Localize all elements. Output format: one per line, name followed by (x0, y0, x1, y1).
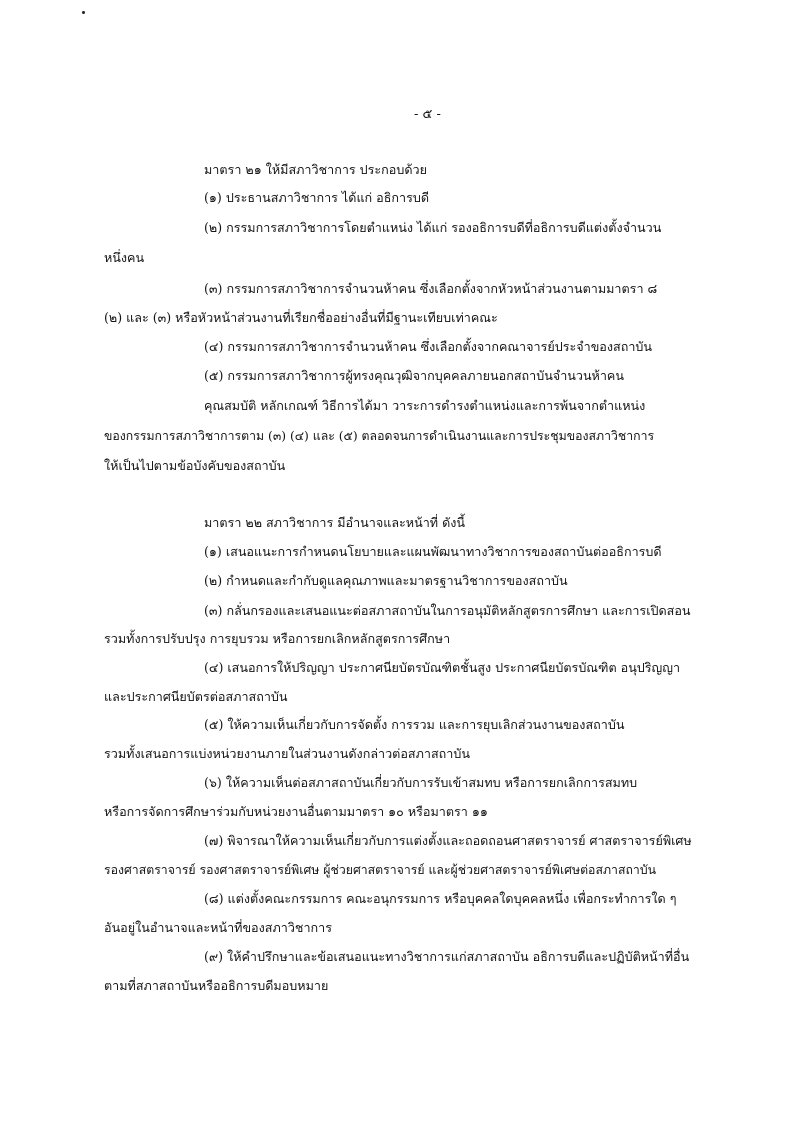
section-22-line: และประกาศนียบัตรต่อสภาสถาบัน (104, 689, 288, 704)
section-22-line: รวมทั้งการปรับปรุง การยุบรวม หรือการยกเลิกหลักสูตรการศึกษา (104, 631, 451, 646)
section-21-line: ให้เป็นไปตามข้อบังคับของสถาบัน (104, 458, 286, 473)
section-22-line: (๘) แต่งตั้งคณะกรรมการ คณะอนุกรรมการ หรือบุคคลใดบุคคลหนึ่ง เพื่อกระทำการใด ๆ (204, 891, 677, 906)
section-22-line: (๒) กำหนดและกำกับดูแลคุณภาพและมาตรฐานวิชาการของสถาบัน (204, 573, 568, 588)
section-22-line: ตามที่สภาสถาบันหรืออธิการบดีมอบหมาย (104, 978, 329, 993)
section-22-line: (๕) ให้ความเห็นเกี่ยวกับการจัดตั้ง การรวม และการยุบเลิกส่วนงานของสถาบัน (204, 717, 625, 732)
section-22-line: (๑) เสนอแนะการกำหนดนโยบายและแผนพัฒนาทางวิชาการของสถาบันต่ออธิการบดี (204, 544, 662, 559)
section-21-heading: มาตรา ๒๑ ให้มีสภาวิชาการ ประกอบด้วย (204, 162, 427, 177)
section-22-heading: มาตรา ๒๒ สภาวิชาการ มีอำนาจและหน้าที่ ดังนี้ (204, 515, 466, 530)
page-number: - ๕ - (414, 107, 441, 122)
section-21-line: คุณสมบัติ หลักเกณฑ์ วิธีการได้มา วาระการดำรงตำแหน่งและการพ้นจากตำแหน่ง (204, 398, 646, 413)
section-22-line: อันอยู่ในอำนาจและหน้าที่ของสภาวิชาการ (104, 920, 332, 935)
section-21-line: (๒) กรรมการสภาวิชาการโดยตำแหน่ง ได้แก่ รองอธิการบดีที่อธิการบดีแต่งตั้งจำนวน (204, 220, 662, 235)
section-21-line: ของกรรมการสภาวิชาการตาม (๓) (๔) และ (๕) ตลอดจนการดำเนินงานและการประชุมของสภาวิชาการ (104, 429, 655, 443)
section-22-line: รวมทั้งเสนอการแบ่งหน่วยงานภายในส่วนงานดังกล่าวต่อสภาสถาบัน (104, 746, 470, 761)
section-22-line: (๔) เสนอการให้ปริญญา ประกาศนียบัตรบัณฑิตชั้นสูง ประกาศนียบัตรบัณฑิต อนุปริญญา (204, 660, 681, 675)
section-22-line: (๗) พิจารณาให้ความเห็นเกี่ยวกับการแต่งตั้งและถอดถอนศาสตราจารย์ ศาสตราจารย์พิเศษ (204, 833, 692, 848)
section-22-line: (๙) ให้คำปรึกษาและข้อเสนอแนะทางวิชาการแก่สภาสถาบัน อธิการบดีและปฏิบัติหน้าที่อื่น (204, 949, 690, 964)
scan-speck (82, 11, 85, 14)
section-21-line: (๑) ประธานสภาวิชาการ ได้แก่ อธิการบดี (204, 190, 430, 205)
section-22-line: รองศาสตราจารย์ รองศาสตราจารย์พิเศษ ผู้ช่วยศาสตราจารย์ และผู้ช่วยศาสตราจารย์พิเศษต่อสภาสถาบัน (104, 863, 657, 877)
section-21-line: (๒) และ (๓) หรือหัวหน้าส่วนงานที่เรียกชื่ออย่างอื่นที่มีฐานะเทียบเท่าคณะ (104, 310, 498, 325)
section-21-line: (๔) กรรมการสภาวิชาการจำนวนห้าคน ซึ่งเลือกตั้งจากคณาจารย์ประจำของสถาบัน (204, 339, 653, 354)
section-22-line: หรือการจัดการศึกษาร่วมกับหน่วยงานอื่นตามมาตรา ๑๐ หรือมาตรา ๑๑ (104, 804, 488, 819)
section-22-line: (๓) กลั่นกรองและเสนอแนะต่อสภาสถาบันในการอนุมัติหลักสูตรการศึกษา และการเปิดสอน (204, 603, 691, 618)
section-21-line: (๕) กรรมการสภาวิชาการผู้ทรงคุณวุฒิจากบุคคลภายนอกสถาบันจำนวนห้าคน (204, 368, 624, 383)
section-21-line: หนึ่งคน (104, 250, 145, 265)
section-22-line: (๖) ให้ความเห็นต่อสภาสถาบันเกี่ยวกับการรับเข้าสมทบ หรือการยกเลิกการสมทบ (204, 775, 638, 790)
section-21-line: (๓) กรรมการสภาวิชาการจำนวนห้าคน ซึ่งเลือกตั้งจากหัวหน้าส่วนงานตามมาตรา ๘ (204, 281, 658, 296)
